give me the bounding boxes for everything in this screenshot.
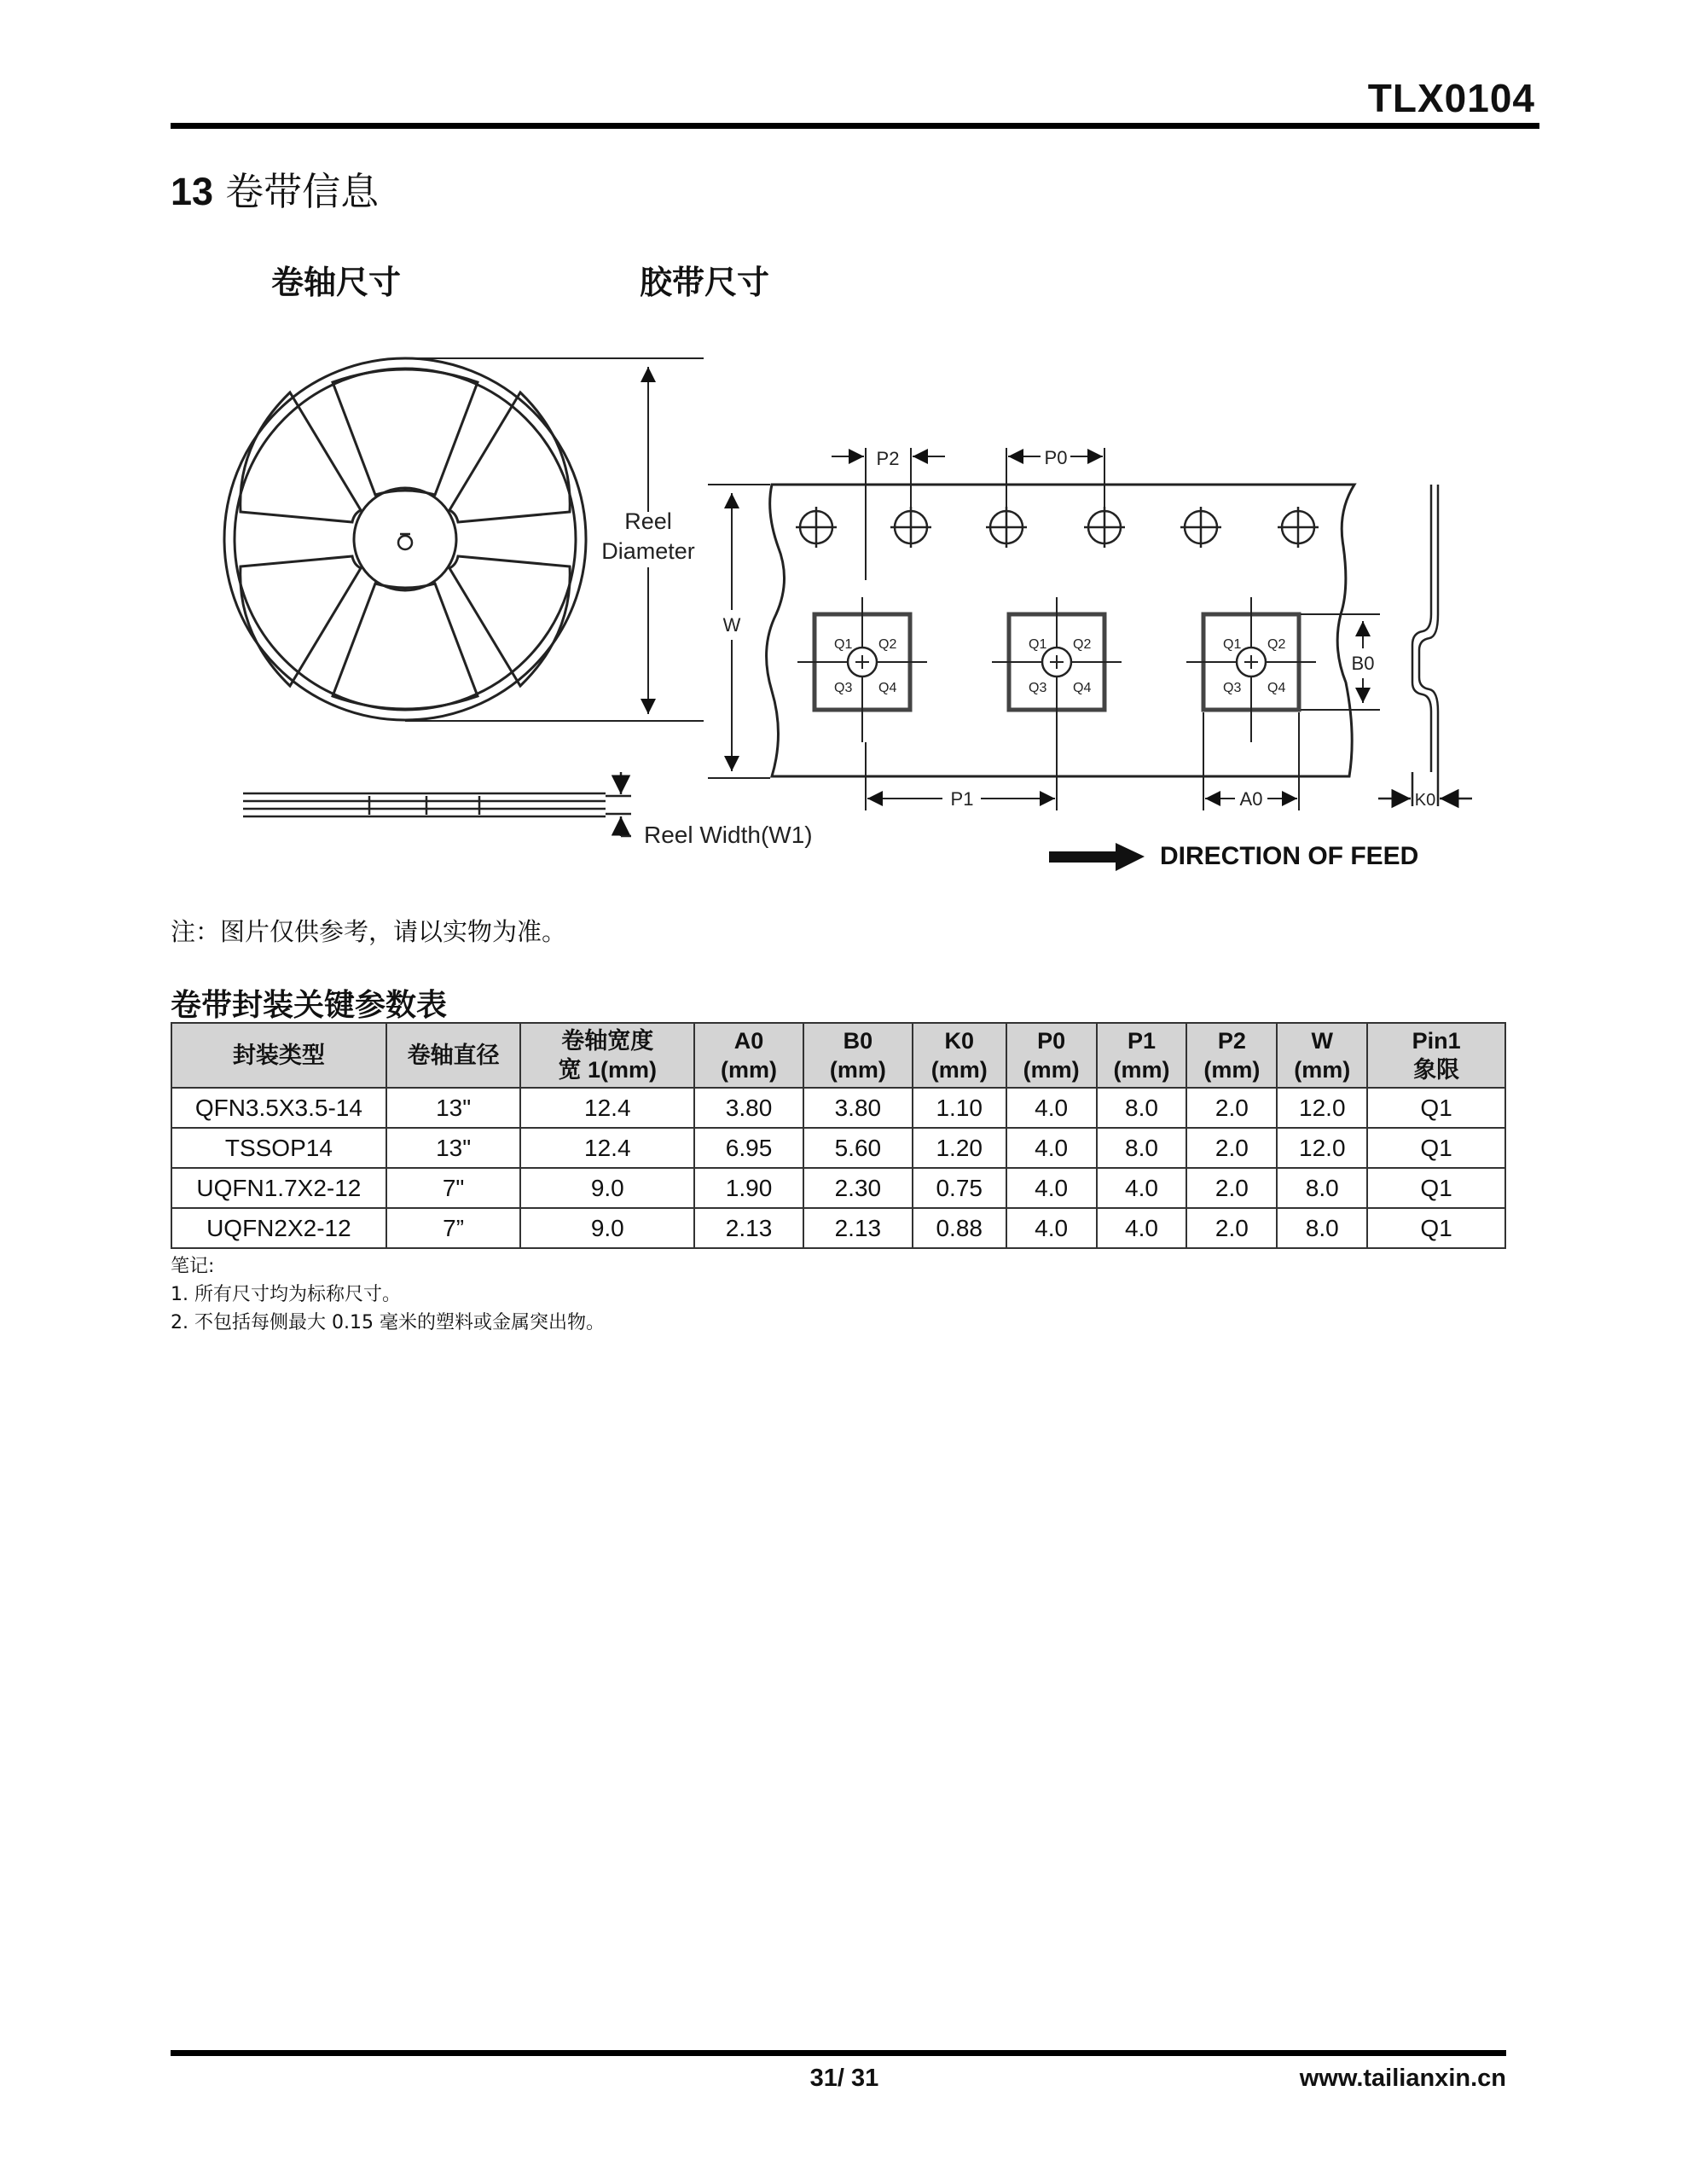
table-cell: 13" (386, 1128, 521, 1168)
figure-note: 注：图片仅供参考，请以实物为准。 (171, 917, 567, 946)
table-cell: Q1 (1367, 1128, 1505, 1168)
table-cell: 1.20 (913, 1128, 1006, 1168)
table-cell: 9.0 (520, 1208, 694, 1248)
table-row (171, 1208, 1505, 1248)
table-cell: 4.0 (1097, 1208, 1187, 1248)
q3-label-3: Q3 (1223, 681, 1242, 695)
table-cell: 0.75 (913, 1168, 1006, 1208)
reel-window-bottom (333, 584, 478, 709)
table-cell: 3.80 (694, 1088, 803, 1128)
header-reel-width: 卷轴宽度 宽 1(mm) (520, 1023, 694, 1088)
table-cell: 12.0 (1277, 1088, 1367, 1128)
table-cell: Q1 (1367, 1088, 1505, 1128)
table-cell: 1.90 (694, 1168, 803, 1208)
table-row (171, 1088, 1505, 1128)
table-cell: 2.0 (1186, 1208, 1277, 1248)
tape-reel-parameter-table (171, 1022, 1506, 1249)
table-cell: Q1 (1367, 1168, 1505, 1208)
reel-drawing (224, 358, 586, 720)
q3-label-2: Q3 (1029, 681, 1047, 695)
q4-label-3: Q4 (1267, 681, 1286, 695)
table-cell: 4.0 (1006, 1168, 1097, 1208)
header-p1: P1 (mm) (1097, 1023, 1187, 1088)
pocket-1 (797, 597, 927, 742)
w-label: W (722, 614, 741, 636)
table-cell: 1.10 (913, 1088, 1006, 1128)
header-p0: P0 (mm) (1006, 1023, 1097, 1088)
q2-label-2: Q2 (1073, 637, 1092, 652)
table-cell: 2.0 (1186, 1088, 1277, 1128)
table-cell: 2.0 (1186, 1168, 1277, 1208)
section-number: 13 (171, 170, 214, 213)
pocket-3 (1186, 597, 1316, 742)
header-a0: A0 (mm) (694, 1023, 803, 1088)
reel-side-view (243, 772, 631, 836)
table-cell: 7” (386, 1208, 521, 1248)
reel-width-label: Reel Width(W1) (644, 822, 813, 848)
table-cell: 13" (386, 1088, 521, 1128)
table-cell: 2.13 (803, 1208, 913, 1248)
table-cell: 8.0 (1097, 1088, 1187, 1128)
q2-label-1: Q2 (878, 637, 897, 652)
table-cell: 5.60 (803, 1128, 913, 1168)
table-header-row (171, 1023, 1505, 1088)
sprocket-holes (796, 507, 1319, 548)
q3-label-1: Q3 (834, 681, 853, 695)
b0-label: B0 (1351, 653, 1375, 674)
q4-label-2: Q4 (1073, 681, 1092, 695)
table-row (171, 1168, 1505, 1208)
header-package-type: 封装类型 (171, 1023, 386, 1088)
header-w: W (mm) (1277, 1023, 1367, 1088)
table-row (171, 1128, 1505, 1168)
reel-window-top (333, 369, 478, 495)
reel-diameter-label-line2: Diameter (601, 538, 695, 564)
table-cell: 4.0 (1097, 1168, 1187, 1208)
tape-drawing (767, 485, 1354, 776)
p1-label: P1 (950, 788, 974, 810)
table-cell: 8.0 (1277, 1208, 1367, 1248)
direction-of-feed-label: DIRECTION OF FEED (1160, 842, 1419, 870)
feed-direction-arrow (1049, 843, 1145, 871)
pocket-2 (992, 597, 1122, 742)
table-cell: Q1 (1367, 1208, 1505, 1248)
header-k0: K0 (mm) (913, 1023, 1006, 1088)
q4-label-1: Q4 (878, 681, 897, 695)
page-number: 31/ 31 (809, 2065, 879, 2092)
table-cell: 6.95 (694, 1128, 803, 1168)
tape-dimension-title: 胶带尺寸 (640, 264, 770, 301)
table-cell: 12.0 (1277, 1128, 1367, 1168)
table-cell: 12.4 (520, 1128, 694, 1168)
table-cell: UQFN2X2-12 (171, 1208, 386, 1248)
footer-rule (171, 2050, 1506, 2056)
table-cell: 2.0 (1186, 1128, 1277, 1168)
table-cell: QFN3.5X3.5-14 (171, 1088, 386, 1128)
notes-heading: 笔记: (171, 1256, 215, 1277)
table-cell: TSSOP14 (171, 1128, 386, 1168)
header-p2: P2 (mm) (1186, 1023, 1277, 1088)
table-cell: 8.0 (1097, 1128, 1187, 1168)
section-heading: 卷带信息 (225, 169, 380, 214)
header-pin1-quadrant: Pin1 象限 (1367, 1023, 1505, 1088)
table-cell: UQFN1.7X2-12 (171, 1168, 386, 1208)
q2-label-3: Q2 (1267, 637, 1286, 652)
table-cell: 12.4 (520, 1088, 694, 1128)
p0-label: P0 (1044, 447, 1068, 468)
reel-diameter-label-line1: Reel (624, 508, 672, 534)
table-cell: 4.0 (1006, 1088, 1097, 1128)
tape-reel-diagram (0, 0, 1687, 904)
k0-label: K0 (1414, 791, 1436, 810)
q1-label-2: Q1 (1029, 637, 1047, 652)
q1-label-1: Q1 (834, 637, 853, 652)
table-cell: 4.0 (1006, 1128, 1097, 1168)
table-cell: 2.13 (694, 1208, 803, 1248)
note-item: 2. 不包括每侧最大 0.15 毫米的塑料或金属突出物。 (171, 1312, 605, 1333)
table-cell: 3.80 (803, 1088, 913, 1128)
table-cell: 2.30 (803, 1168, 913, 1208)
header-b0: B0 (mm) (803, 1023, 913, 1088)
table-cell: 9.0 (520, 1168, 694, 1208)
p2-label: P2 (876, 448, 900, 469)
table-cell: 0.88 (913, 1208, 1006, 1248)
table-notes (171, 1252, 605, 1337)
header-reel-diameter: 卷轴直径 (386, 1023, 521, 1088)
tape-side-profile (1378, 485, 1472, 806)
p1-a0-dimensions (866, 712, 1299, 810)
document-title: TLX0104 (1367, 76, 1535, 120)
a0-label: A0 (1239, 788, 1263, 810)
reel-dimension-title: 卷轴尺寸 (271, 264, 402, 301)
website-url: www.tailianxin.cn (1299, 2065, 1506, 2092)
table-cell: 7" (386, 1168, 521, 1208)
tape-pockets (797, 597, 1316, 742)
table-cell: 4.0 (1006, 1208, 1097, 1248)
note-item: 1. 所有尺寸均为标称尺寸。 (171, 1284, 401, 1305)
table-cell: 8.0 (1277, 1168, 1367, 1208)
q1-label-3: Q1 (1223, 637, 1242, 652)
table-title: 卷带封装关键参数表 (171, 988, 448, 1023)
